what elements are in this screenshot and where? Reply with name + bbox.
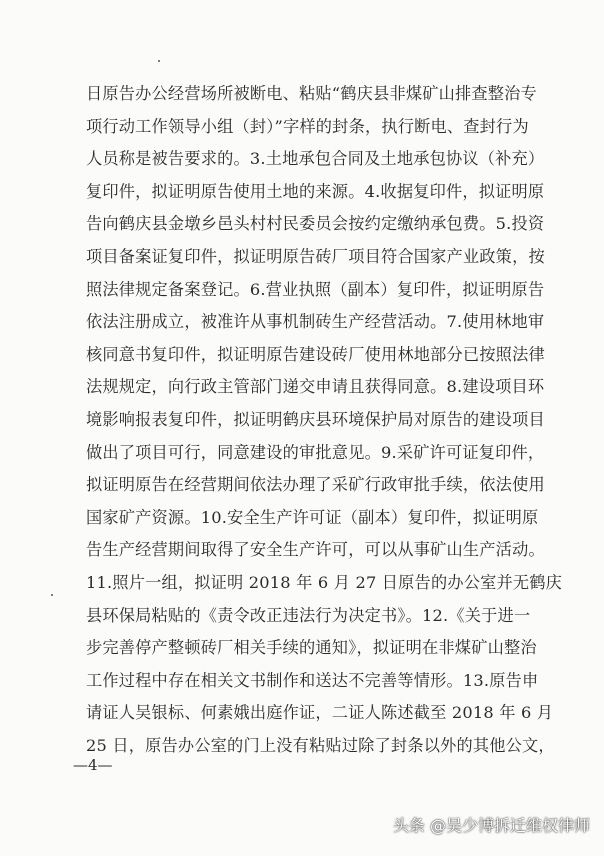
text-line: 拟证明原告在经营期间依法办理了采矿行政审批手续，依法使用 [86,475,545,495]
watermark: 头条 @吴少博拆迁维权律师 [392,816,590,835]
text-line: 法规规定，向行政主管部门递交申请且获得同意。8.建设项目环 [86,377,545,397]
text-line: 核同意书复印件，拟证明原告建设砖厂使用林地部分已按照法律 [86,344,545,364]
text-line: 做出了项目可行，同意建设的审批意见。9.采矿许可证复印件， [86,442,545,462]
text-line: 25 日，原告办公室的门上没有粘贴过除了封条以外的其他公文， [86,735,555,755]
text-line: 县环保局粘贴的《责令改正违法行为决定书》。12.《关于进一 [86,605,531,625]
text-line: 复印件，拟证明原告使用土地的来源。4.收据复印件，拟证明原 [86,181,545,201]
text-line: 日原告办公经营场所被断电、粘贴“鹤庆县非煤矿山排查整治专 [86,84,537,103]
text-line: 照法律规定备案登记。6.营业执照（副本）复印件，拟证明原告 [86,279,545,299]
scan-speck [51,594,53,596]
text-line: 人员称是被告要求的。3.土地承包合同及土地承包协议（补充） [86,149,545,169]
text-line: 告向鹤庆县金墩乡邑头村村民委员会按约定缴纳承包费。5.投资 [86,214,545,234]
text-line: 项目备案证复印件，拟证明原告砖厂项目符合国家产业政策，按 [86,246,545,266]
text-line: 11.照片一组，拟证明 2018 年 6 月 27 日原告的办公室并无鹤庆 [86,572,563,592]
body-text [86,84,563,768]
text-line: 工作过程中存在相关文书制作和送达不完善等情形。13.原告申 [86,670,539,690]
page-number: —4— [73,756,113,774]
text-line: 国家矿产资源。10.安全生产许可证（副本）复印件，拟证明原 [86,507,539,527]
scan-speck [158,60,160,62]
text-line: 告生产经营期间取得了安全生产许可，可以从事矿山生产活动。 [86,540,545,560]
text-line: 步完善停产整顿砖厂相关手续的通知》，拟证明在非煤矿山整治 [86,638,537,658]
text-line: 境影响报表复印件，拟证明鹤庆县环境保护局对原告的建设项目 [86,409,545,429]
text-line: 依法注册成立，被准许从事机制砖生产经营活动。7.使用林地审 [86,312,545,332]
text-line: 项行动工作领导小组（封）”字样的封条，执行断电、查封行为 [86,116,529,136]
text-line: 请证人吴银标、何素娥出庭作证，二证人陈述截至 2018 年 6 月 [86,703,554,723]
